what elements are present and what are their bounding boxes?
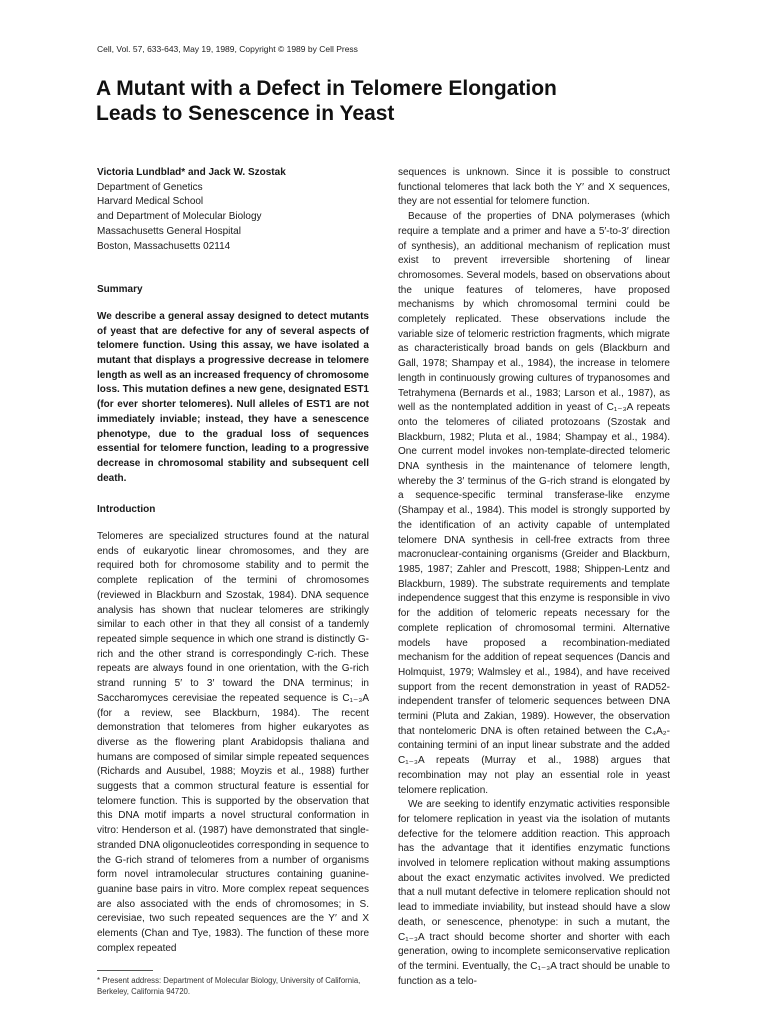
title-line-2: Leads to Senescence in Yeast: [96, 102, 395, 125]
footnote-rule: [97, 970, 153, 971]
footnote: * Present address: Department of Molecular Biology, University of California, Berkeley, California 94720.: [97, 976, 361, 997]
footnote-area: [97, 970, 369, 997]
affiliation-line: Department of Genetics: [97, 181, 203, 193]
journal-citation: Cell, Vol. 57, 633-643, May 19, 1989, Copyright © 1989 by Cell Press: [97, 44, 358, 54]
summary-heading: Summary: [97, 284, 143, 296]
body-paragraph: Because of the properties of DNA polymerases (which require a template and a primer and have a 5′-to-3′ direction of synthesis), an additional mechanism of replication must exist to prevent irreversible shortening of linear chromosomes. Several models, based on observations about the unique features of telomeres, have proposed mechanisms by which chromosomal termini could be completely replicated. These observations include the variable size of telomeric restriction fragments, which migrate as characteristically broad bands on gels (Blackburn and Gall, 1978; Shampay et al., 1984), the increase in telomere length in continuously growing cultures of trypanosomes and Tetrahymena (Bernards et al., 1983; Larson et al., 1987), as well as the nontemplated addition in yeast of C₁₋₃A repeats onto the telomeres of ciliated protozoans (Szostak and Blackburn, 1982; Pluta et al., 1984; Shampay et al., 1984). One current model invokes non-template-directed telomeric DNA synthesis in the maintenance of telomere length, whereby the 3′ terminus of the G-rich strand is elongated by a sequence-specific terminal transferase-like enzyme (Shampay et al., 1984). This model is strongly supported by the identification of an activity capable of untemplated telomere DNA synthesis in cell-free extracts from three macronuclear-containing organisms (Greider and Blackburn, 1985, 1987; Zahler and Prescott, 1988; Shippen-Lentz and Blackburn, 1989). The substrate requirements and template independence suggest that this enzyme is responsible in vivo for the addition of telomeric repeats necessary for the complete replication of chromosomal termini. Alternative models have proposed a recombination-mediated mechanism for the addition of repeat sequences (Dancis and Holmquist, 1979; Walmsley et al., 1984), and have received support from the recent demonstration in yeast of RAD52-independent transfer of telomeric sequences between DNA termini (Pluta and Zakian, 1989). However, the observation that nontelomeric DNA is often retained between the C₄A₂-containing termini of an input linear substrate and the added C₁₋₃A repeats (Murray et al., 1988) argues that recombination may not play an essential role in yeast telomere replication.: [398, 211, 670, 796]
affiliation-line: Massachusetts General Hospital: [97, 225, 241, 237]
right-column: [398, 166, 670, 989]
title-line-1: A Mutant with a Defect in Telomere Elongation: [96, 77, 557, 100]
body-paragraph: We are seeking to identify enzymatic activities responsible for telomere replication in yeast via the isolation of mutants defective for the telomere addition reaction. This approach has the advantage that it identifies enzymatic functions involved in telomere replication without making assumptions about the exact enzymatic activites involved. We predicted that a null mutant defective in telomere replication should not lead to immediate inviability, but instead should have a slow death, or senescence, phenotype: in such a mutant, the C₁₋₃A tract should become shorter and shorter with each generation, owing to incomplete semiconservative replication of the termini. Eventually, the C₁₋₃A tract should be unable to function as a telo-: [398, 799, 670, 987]
authors: Victoria Lundblad* and Jack W. Szostak: [97, 167, 286, 178]
left-column: [97, 166, 369, 997]
affiliation-line: Harvard Medical School: [97, 196, 204, 208]
body-paragraph: sequences is unknown. Since it is possible to construct functional telomeres that lack both the Y′ and X sequences, they are not essential for telomere function.: [398, 167, 670, 208]
affiliation-line: and Department of Molecular Biology: [97, 211, 262, 223]
affiliation-line: Boston, Massachusetts 02114: [97, 240, 231, 252]
summary-text: We describe a general assay designed to detect mutants of yeast that are defective for any of several aspects of telomere function. Using this assay, we have isolated a mutant that displays a progressive decrease in telomere length as well as an increased frequency of chromosome loss. This mutation defines a new gene, designated EST1 (for ever shorter telomeres). Null alleles of EST1 are not immediately inviable; instead, they have a senescence phenotype, due to the gradual loss of sequences essential for telomere function, leading to a progressive decrease in chromosomal stability and subsequent cell death.: [97, 310, 369, 484]
article-title: [96, 76, 696, 126]
affiliation: [97, 181, 369, 255]
introduction-paragraph: Telomeres are specialized structures found at the natural ends of eukaryotic linear chromosomes, and they are required both for chromosome stability and to permit the complete replication of the termini of chromosomes (reviewed in Blackburn and Szostak, 1984). DNA sequence analysis has shown that nuclear telomeres are strikingly similar to each other in that they all consist of a tandemly repeated simple sequence in which one strand is distinctly G-rich and the other strand is correspondingly C-rich. These repeats are always found in one orientation, with the G-rich strand running 5′ to 3′ toward the DNA terminus; in Saccharomyces cerevisiae the repeated sequence is C₁₋₃A (for a review, see Blackburn, 1984). The recent demonstration that telomeres from higher eukaryotes as diverse as the flowering plant Arabidopsis thaliana and humans are composed of similar simple repeated sequences (Richards and Ausubel, 1988; Moyzis et al., 1988) further suggests that a common structural feature is essential for telomere function. This is supported by the observation that this DNA motif imparts a novel structural conformation in vitro: Henderson et al. (1987) have demonstrated that single-stranded DNA oligonucleotides corresponding in sequence to the G-rich strand of telomeres from a number of organisms form novel intramolecular structures containing guanine-guanine base pairs in vitro. More complex repeat sequences are also associated with the ends of chromosomes; in S. cerevisiae, two such repeated sequences are the Y′ and X elements (Chan and Tye, 1983). The function of these more complex repeated: [97, 531, 369, 954]
introduction-heading: Introduction: [97, 504, 156, 516]
